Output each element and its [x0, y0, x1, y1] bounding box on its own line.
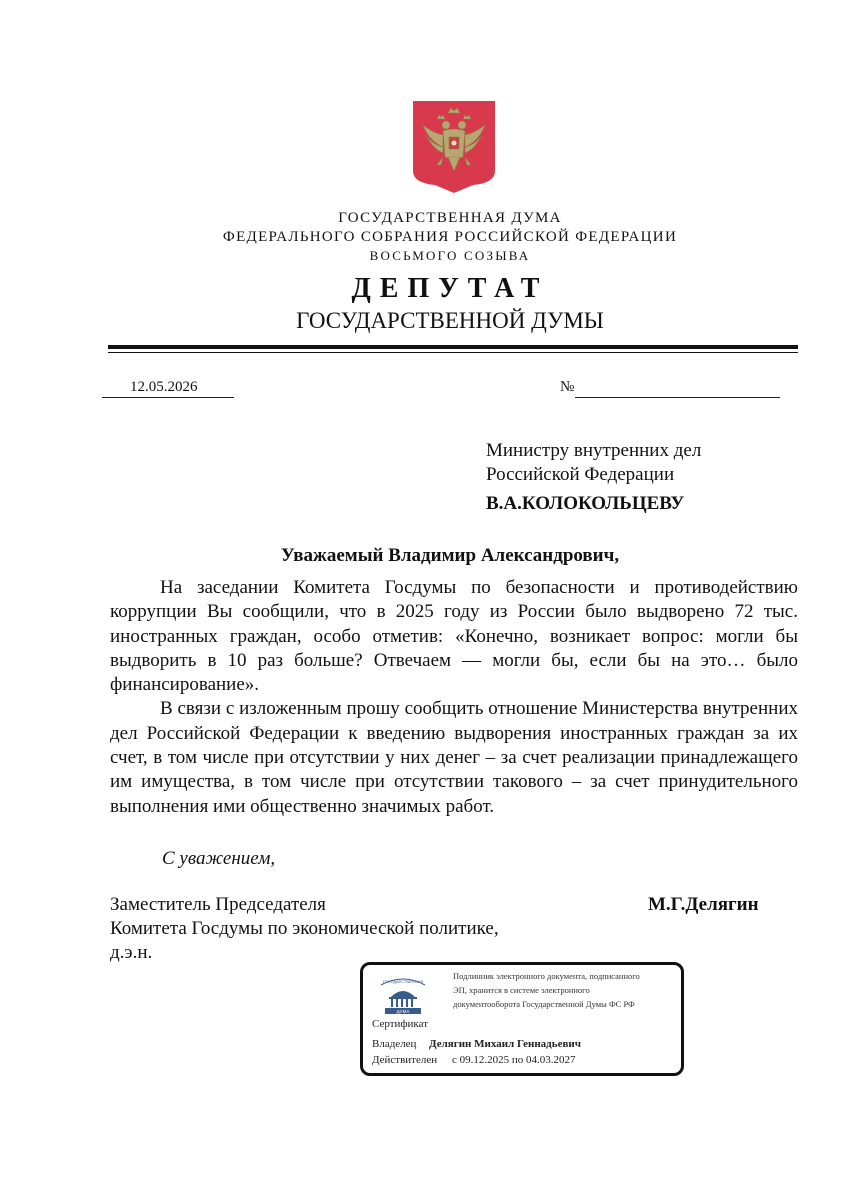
closing-regards: С уважением, [162, 848, 276, 869]
document-number-underline [575, 397, 780, 398]
stamp-validity-label: Действителен [372, 1054, 438, 1066]
addressee-position: Министру внутренних дел [486, 440, 702, 461]
salutation: Уважаемый Владимир Александрович, [280, 545, 620, 566]
state-duma-logo-icon [377, 975, 429, 1015]
stamp-note-line1: Подлинник электронного документа, подписанного [453, 971, 640, 981]
header-line-assembly: ФЕДЕРАЛЬНОГО СОБРАНИЯ РОССИЙСКОЙ ФЕДЕРАЦИИ [222, 229, 678, 245]
signer-degree: д.э.н. [110, 942, 153, 963]
header-line-convocation: ВОСЬМОГО СОЗЫВА [369, 248, 531, 263]
addressee-country: Российской Федерации [486, 464, 675, 485]
stamp-owner-value: Делягин Михаил Геннадьевич [429, 1038, 581, 1050]
stamp-note-line3: документооборота Государственной Думы ФС РФ [453, 999, 635, 1009]
signer-position-line2: Комитета Госдумы по экономической политике, [110, 918, 499, 939]
header-title: ДЕПУТАТ [351, 273, 549, 304]
document-number-label: № [560, 379, 575, 395]
electronic-signature-stamp [360, 962, 684, 1076]
body-paragraph: В связи с изложенным прошу сообщить отношение Министерства внутренних дел Российской Федерации к введению выдворения иностранных граждан за их счет, в том числе при отсутствии у них денег – за счет реализации принадлежащего им имущества, в том числе при отсутствии такового – за счет принудительного выполнения ими общественно значимых работ. [110, 698, 798, 817]
signer-name: М.Г.Делягин [648, 894, 759, 915]
letter-body [110, 576, 798, 819]
header-line-duma: ГОСУДАРСТВЕННАЯ ДУМА [338, 210, 562, 226]
russian-coat-of-arms-icon [413, 101, 495, 193]
logo-caption-top: ГОСУДАРСТВЕННАЯ [382, 979, 424, 984]
date-underline [102, 397, 234, 398]
stamp-note-line2: ЭП, хранится в системе электронного [453, 985, 590, 995]
stamp-validity-value: с 09.12.2025 по 04.03.2027 [452, 1054, 576, 1066]
header-divider-thin [108, 352, 798, 353]
stamp-certificate-label: Сертификат [372, 1018, 428, 1030]
document-date: 12.05.2026 [130, 379, 198, 395]
stamp-owner-label: Владелец [372, 1038, 417, 1050]
header-subtitle: ГОСУДАРСТВЕННОЙ ДУМЫ [296, 308, 604, 333]
header-divider-thick [108, 345, 798, 349]
signer-position-line1: Заместитель Председателя [110, 894, 326, 915]
logo-caption-bottom: ДУМА [396, 1009, 410, 1014]
body-paragraph: На заседании Комитета Госдумы по безопасности и противодействию коррупции Вы сообщили, что в 2025 году из России было выдворено 72 тыс. иностранных граждан, особо отметив: «Конечно, возникает вопрос: могли бы выдворить в 10 раз больше? Отвечаем — могли бы, если бы на это… было финансирование». [110, 577, 798, 696]
addressee-name: В.А.КОЛОКОЛЬЦЕВУ [486, 493, 685, 514]
